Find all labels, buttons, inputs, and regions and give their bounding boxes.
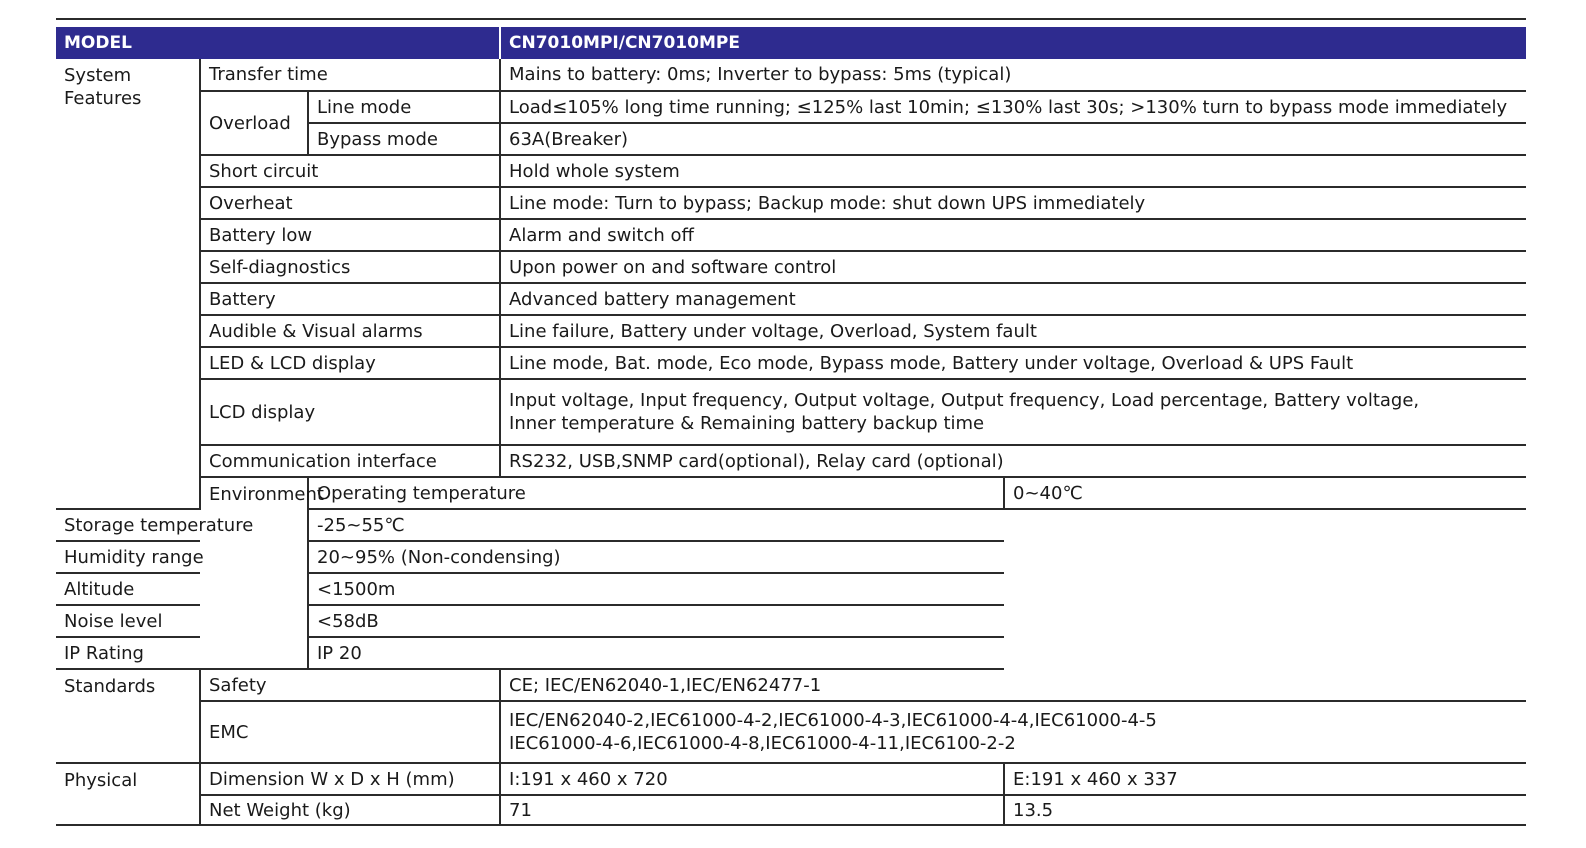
row-value-battery: Advanced battery management (500, 283, 1526, 315)
row-label-overheat: Overheat (200, 187, 500, 219)
lcd-display-line-1: Input voltage, Input frequency, Output voltage, Output frequency, Load percentage, Battery voltage, (509, 390, 1420, 411)
row-value-operating-temperature: 0~40℃ (1004, 477, 1526, 509)
row-label-altitude: Altitude (56, 573, 308, 605)
row-label-lcd-display: LCD display (200, 379, 500, 445)
model-value: CN7010MPI/CN7010MPE (500, 27, 1526, 59)
table-row (56, 251, 1526, 283)
table-row (56, 91, 1526, 123)
row-value-short-circuit: Hold whole system (500, 155, 1526, 187)
table-row (56, 219, 1526, 251)
row-value-line-mode: Load≤105% long time running; ≤125% last 10min; ≤130% last 30s; >130% turn to bypass mode immediately (500, 91, 1526, 123)
spec-table (56, 27, 1526, 826)
row-label-noise-level: Noise level (56, 605, 308, 637)
table-row (56, 59, 1526, 91)
row-value-storage-temperature: -25~55℃ (308, 509, 1004, 541)
header-row (56, 27, 1526, 59)
row-label-net-weight: Net Weight (kg) (200, 795, 500, 825)
row-label-line-mode: Line mode (308, 91, 500, 123)
row-value-battery-low: Alarm and switch off (500, 219, 1526, 251)
group-environment: Environment (200, 477, 308, 669)
row-value-transfer-time: Mains to battery: 0ms; Inverter to bypass: 5ms (typical) (500, 59, 1526, 91)
model-label: MODEL (56, 27, 500, 59)
row-value-emc (500, 701, 1526, 763)
row-value-net-weight-i: 71 (500, 795, 1004, 825)
table-row (56, 763, 1526, 795)
table-row (56, 541, 1526, 573)
table-row (56, 795, 1526, 825)
row-label-alarms: Audible & Visual alarms (200, 315, 500, 347)
row-value-humidity-range: 20~95% (Non-condensing) (308, 541, 1004, 573)
spec-sheet (56, 18, 1526, 826)
row-label-humidity-range: Humidity range (56, 541, 308, 573)
table-row (56, 669, 1526, 701)
row-value-ip-rating: IP 20 (308, 637, 1004, 669)
row-value-overheat: Line mode: Turn to bypass; Backup mode: shut down UPS immediately (500, 187, 1526, 219)
row-label-ip-rating: IP Rating (56, 637, 308, 669)
row-value-dimension-e: E:191 x 460 x 337 (1004, 763, 1526, 795)
row-label-overload: Overload (200, 91, 308, 155)
row-value-communication: RS232, USB,SNMP card(optional), Relay card (optional) (500, 445, 1526, 477)
row-label-dimension: Dimension W x D x H (mm) (200, 763, 500, 795)
emc-line-1: IEC/EN62040-2,IEC61000-4-2,IEC61000-4-3,IEC61000-4-4,IEC61000-4-5 (509, 710, 1157, 731)
row-value-bypass-mode: 63A(Breaker) (500, 123, 1526, 155)
row-value-safety: CE; IEC/EN62040-1,IEC/EN62477-1 (500, 669, 1526, 701)
row-label-self-diagnostics: Self-diagnostics (200, 251, 500, 283)
row-label-emc: EMC (200, 701, 500, 763)
row-value-net-weight-e: 13.5 (1004, 795, 1526, 825)
row-label-short-circuit: Short circuit (200, 155, 500, 187)
row-label-storage-temperature: Storage temperature (56, 509, 308, 541)
row-label-operating-temperature: Operating temperature (308, 477, 1004, 509)
table-row (56, 315, 1526, 347)
row-value-led-lcd-display: Line mode, Bat. mode, Eco mode, Bypass mode, Battery under voltage, Overload & UPS Fault (500, 347, 1526, 379)
row-label-safety: Safety (200, 669, 500, 701)
table-row (56, 605, 1526, 637)
table-row (56, 701, 1526, 763)
top-rule (56, 18, 1526, 20)
group-system-features: System Features (56, 59, 200, 509)
row-label-communication: Communication interface (200, 445, 500, 477)
row-value-dimension-i: I:191 x 460 x 720 (500, 763, 1004, 795)
table-row (56, 573, 1526, 605)
table-row (56, 187, 1526, 219)
group-physical: Physical (56, 763, 200, 825)
row-label-bypass-mode: Bypass mode (308, 123, 500, 155)
row-value-self-diagnostics: Upon power on and software control (500, 251, 1526, 283)
table-row (56, 445, 1526, 477)
row-value-altitude: <1500m (308, 573, 1004, 605)
table-row (56, 637, 1526, 669)
table-row (56, 155, 1526, 187)
row-value-alarms: Line failure, Battery under voltage, Overload, System fault (500, 315, 1526, 347)
row-label-battery-low: Battery low (200, 219, 500, 251)
group-standards: Standards (56, 669, 200, 763)
table-row (56, 283, 1526, 315)
table-row (56, 509, 1526, 541)
row-label-battery: Battery (200, 283, 500, 315)
lcd-display-line-2: Inner temperature & Remaining battery backup time (509, 413, 985, 434)
row-value-noise-level: <58dB (308, 605, 1004, 637)
emc-line-2: IEC61000-4-6,IEC61000-4-8,IEC61000-4-11,IEC6100-2-2 (509, 733, 1016, 754)
table-row (56, 379, 1526, 445)
row-value-lcd-display (500, 379, 1526, 445)
row-label-transfer-time: Transfer time (200, 59, 500, 91)
table-row (56, 347, 1526, 379)
table-row (56, 477, 1526, 509)
row-label-led-lcd-display: LED & LCD display (200, 347, 500, 379)
